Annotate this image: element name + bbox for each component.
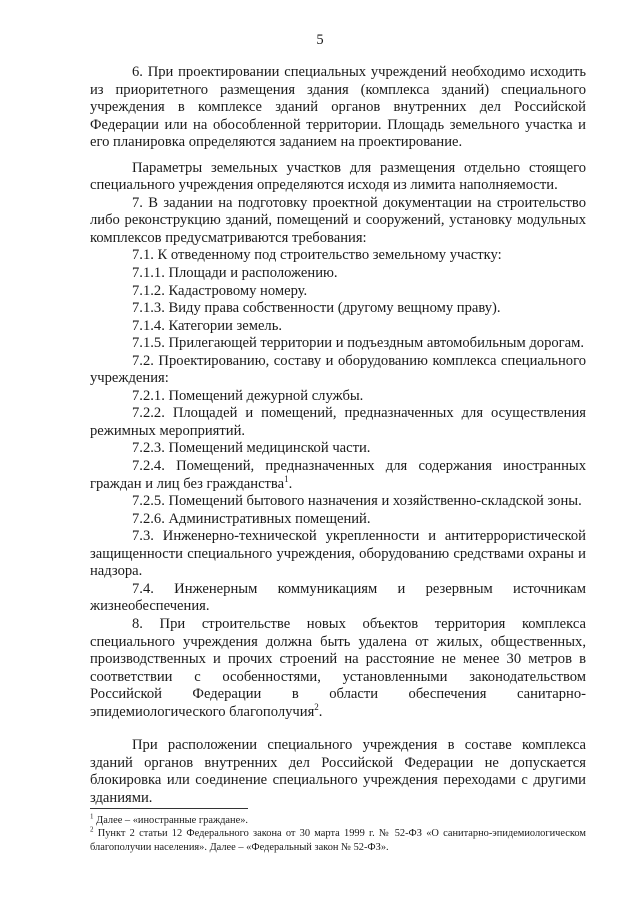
footnote-1-text: Далее – «иностранные граждане».	[96, 815, 248, 826]
footnote-2-text: Пункт 2 статьи 12 Федерального закона от 30 марта 1999 г. № 52-ФЗ «О санитарно-эпидемиологическом благополучии населения». Далее – «Федеральный закон № 52-ФЗ».	[90, 828, 586, 853]
paragraph-7-2-3: 7.2.3. Помещений медицинской части.	[132, 440, 371, 457]
footnote-ref-1: 1	[284, 473, 289, 484]
page-number: 5	[316, 32, 324, 48]
paragraph-7-2-6: 7.2.6. Административных помещений.	[132, 510, 371, 527]
paragraph-6: 6. При проектировании специальных учреждений необходимо исходить из приоритетного размещения здания (комплекса зданий) специального учреждения в комплексе зданий органов внутренних дел Российской Федерации или на обособленной территории. Площадь земельного участка и его планировка определяются заданием на проектирование.	[90, 64, 586, 151]
paragraph-7: 7. В задании на подготовку проектной документации на строительство либо реконструкцию зданий, помещений и сооружений, установку модульных комплексов предусматриваются требования:	[90, 194, 586, 246]
paragraph-7-3: 7.3. Инженерно-технической укрепленности и антитеррористической защищенности специального учреждения, оборудованию средствами охраны и надзора.	[90, 528, 586, 580]
paragraph-8: 8. При строительстве новых объектов территория комплекса специального учреждения должна быть удалена от жилых, общественных, производственных и прочих строений на расстояние не менее 30 метров в соответствии с особенностями, установленными законодательством Российской Федерации в области обеспечения санитарно-эпидемиологического благополучия$^2$.	[90, 615, 586, 720]
paragraph-7-2-5: 7.2.5. Помещений бытового назначения и хозяйственно-складской зоны.	[132, 493, 582, 510]
footnote-mark-2: 2	[90, 825, 94, 834]
paragraph-8-text: 8. При строительстве новых объектов территория комплекса специального учреждения должна быть удалена от жилых, общественных, производственных и прочих строений на расстояние не менее 30 метров в соответствии с особенностями, установленными законодательством Российской Федерации в области обеспечения санитарно-эпидемиологического благополучия	[90, 615, 586, 720]
paragraph-7-2-4: 7.2.4. Помещений, предназначенных для содержания иностранных граждан и лиц без гражданства$^1$.	[90, 458, 586, 492]
footnote-ref-2: 2	[314, 701, 319, 712]
paragraph-7-4: 7.4. Инженерным коммуникациям и резервным источникам жизнеобеспечения.	[90, 580, 586, 615]
paragraph-7-2-2: 7.2.2. Площадей и помещений, предназначенных для осуществления режимных мероприятий.	[90, 405, 586, 439]
document-body	[90, 64, 586, 807]
footnote-1	[90, 814, 586, 827]
footnote-separator	[90, 808, 248, 809]
paragraph-7-1-5: 7.1.5. Прилегающей территории и подъездным автомобильным дорогам.	[132, 335, 585, 352]
footnotes	[90, 814, 586, 854]
paragraph-land-parameters: Параметры земельных участков для размещения отдельно стоящего специального учреждения определяются исходя из лимита наполняемости.	[90, 159, 586, 194]
paragraph-7-1-1: 7.1.1. Площади и расположению.	[132, 265, 338, 282]
paragraph-7-1-4: 7.1.4. Категории земель.	[132, 317, 283, 334]
paragraph-7-1: 7.1. К отведенному под строительство земельному участку:	[132, 247, 502, 264]
paragraph-7-1-3: 7.1.3. Виду права собственности (другому вещному праву).	[132, 300, 501, 317]
footnote-2	[90, 827, 586, 854]
paragraph-7-2: 7.2. Проектированию, составу и оборудованию комплекса специального учреждения:	[90, 352, 586, 387]
paragraph-7-1-2: 7.1.2. Кадастровому номеру.	[132, 282, 308, 299]
paragraph-blocking: При расположении специального учреждения в составе комплекса зданий органов внутренних дел Российской Федерации не допускается блокировка или соединение специального учреждения переходами с другими зданиями.	[90, 737, 586, 806]
footnote-mark-1: 1	[90, 812, 94, 821]
paragraph-7-2-4-text: 7.2.4. Помещений, предназначенных для содержания иностранных граждан и лиц без гражданства	[90, 458, 586, 492]
paragraph-7-2-1: 7.2.1. Помещений дежурной службы.	[132, 387, 364, 404]
